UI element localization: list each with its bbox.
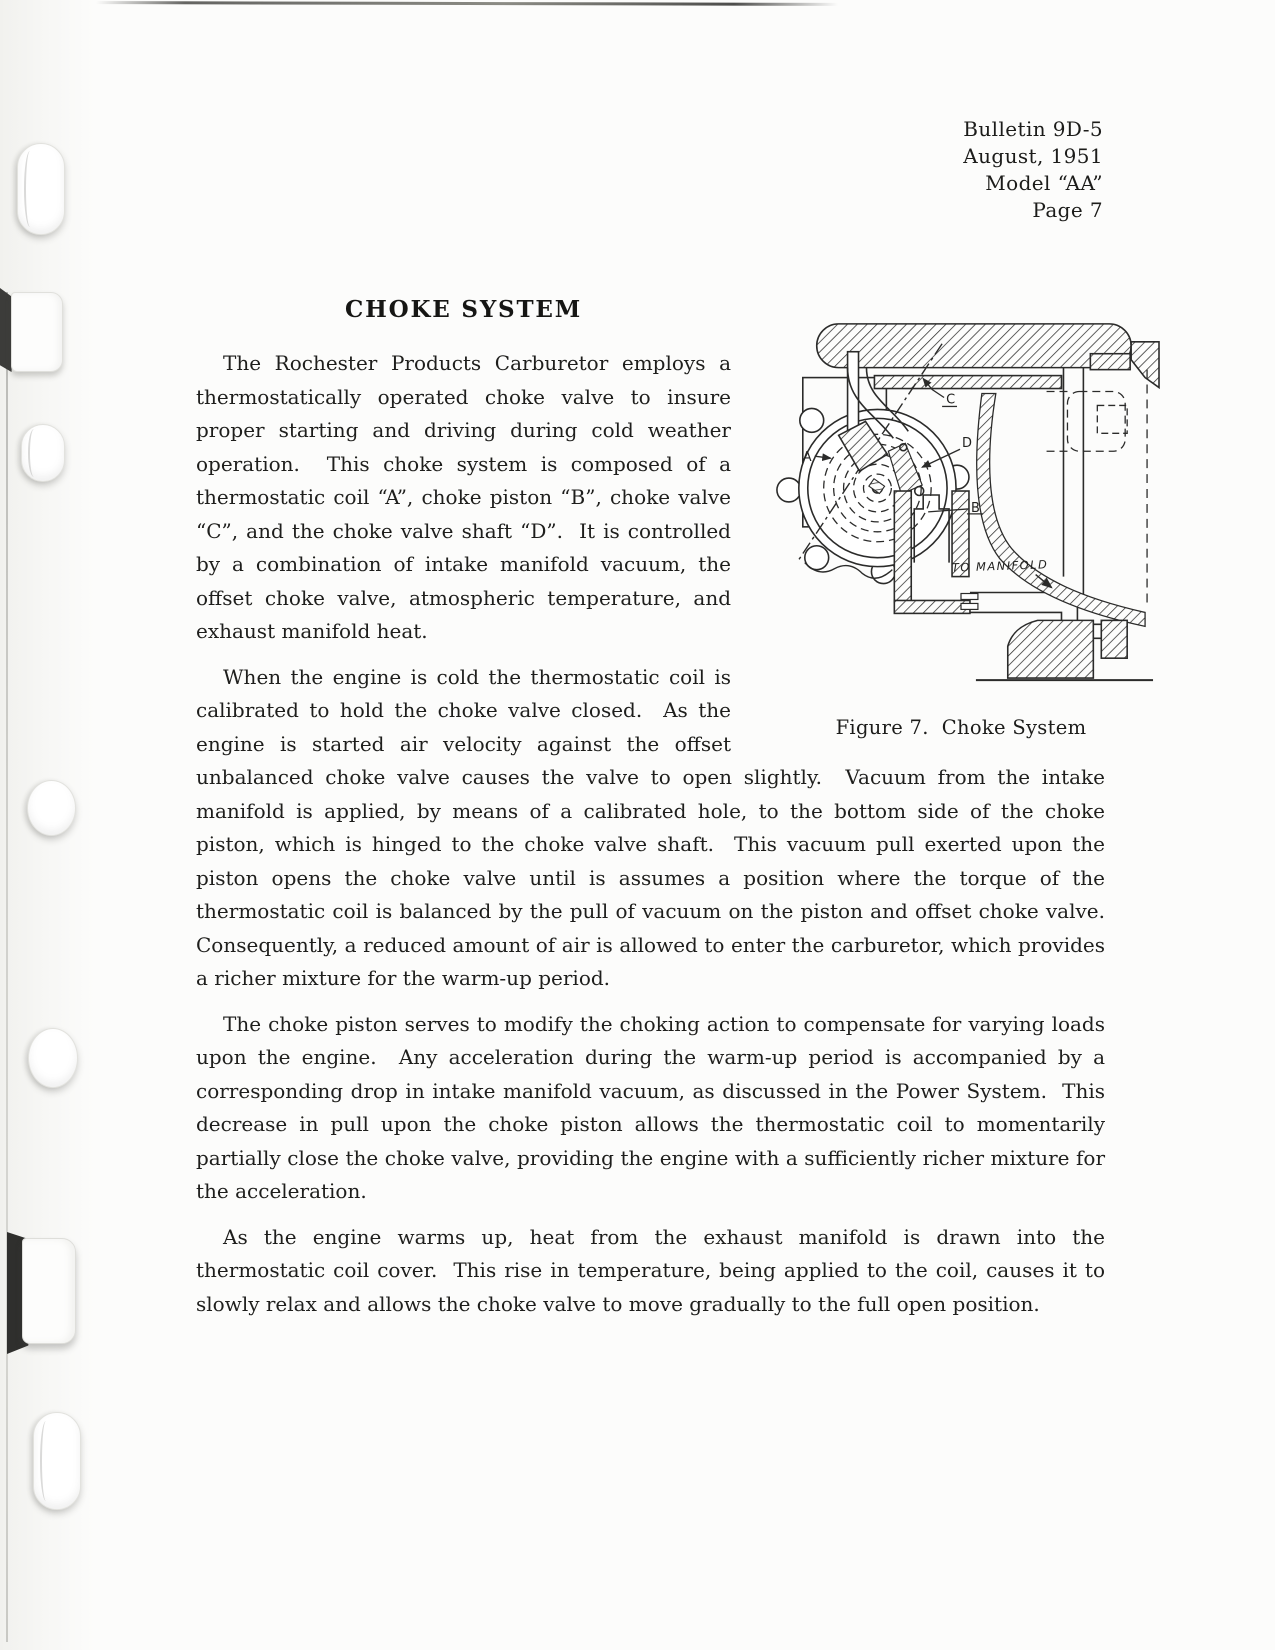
figure-choke-system xyxy=(747,296,1175,739)
binder-post xyxy=(33,1412,81,1510)
header-date: August, 1951 xyxy=(963,144,1103,168)
document-body xyxy=(196,296,1118,1321)
figure-label-to-manifold: TO MANIFOLD xyxy=(951,557,1049,575)
binder-post xyxy=(11,292,63,372)
binder-post xyxy=(21,424,65,482)
document-header xyxy=(0,0,1275,224)
figure-label-b: B xyxy=(970,500,980,516)
header-model: Model “AA” xyxy=(985,171,1103,195)
page-left-edge-line xyxy=(6,292,8,1642)
choke-system-diagram xyxy=(747,296,1175,694)
paragraph-4: As the engine warms up, heat from the exhaust manifold is drawn into the thermostatic coil cover. This rise in temperature, being applied to the coil, causes it to slowly relax and allows the choke valve to move gradually to the full open position. xyxy=(196,1224,1112,1316)
header-page-number: Page 7 xyxy=(1032,198,1103,222)
paragraph-3: The choke piston serves to modify the choking action to compensate for varying loads upon the engine. Any acceleration during the warm-up period is accompanied by a corresponding drop in intake manifold vacuum, as discussed in the Power System. This decrease in pull upon the choke piston allows the thermostatic coil to momentarily partially close the choke valve, providing the engine with a sufficiently richer mixture for the acceleration. xyxy=(196,1011,1112,1203)
figure-label-d: D xyxy=(961,436,972,452)
binder-post xyxy=(28,1028,78,1088)
header-bulletin: Bulletin 9D-5 xyxy=(963,117,1103,141)
binder-post xyxy=(27,780,76,836)
figure-caption: Figure 7. Choke System xyxy=(835,716,1087,739)
binder-post xyxy=(22,1238,76,1344)
page-title: CHOKE SYSTEM xyxy=(345,296,582,323)
figure-label-a: A xyxy=(802,450,812,466)
binder-post xyxy=(17,143,65,235)
paragraph-2: When the engine is cold the thermostatic coil is calibrated to hold the choke valve closed. As the engine is started air velocity against the offset unbalanced choke valve causes the valve to open slightly. Vacuum from the intake manifold is applied, by means of a calibrated hole, to the bottom side of the choke piston, which is hinged to the choke valve shaft. This vacuum pull exerted upon the piston opens the choke valve until is assumes a position where the torque of the thermostatic coil is balanced by the pull of vacuum on the piston and offset choke valve. Consequently, a reduced amount of air is allowed to enter the carburetor, which provides a richer mixture for the warm-up period. xyxy=(196,664,1118,990)
figure-label-c: C xyxy=(946,392,956,408)
paragraph-1: The Rochester Products Carburetor employs a thermostatically operated choke valve to insure proper starting and driving during cold weather operation. This choke system is composed of a thermostatic coil “A”, choke piston “B”, choke valve “C”, and the choke valve shaft “D”. It is controlled by a combination of intake manifold vacuum, the offset choke valve, atmospheric temperature, and exhaust manifold heat. xyxy=(196,351,738,643)
